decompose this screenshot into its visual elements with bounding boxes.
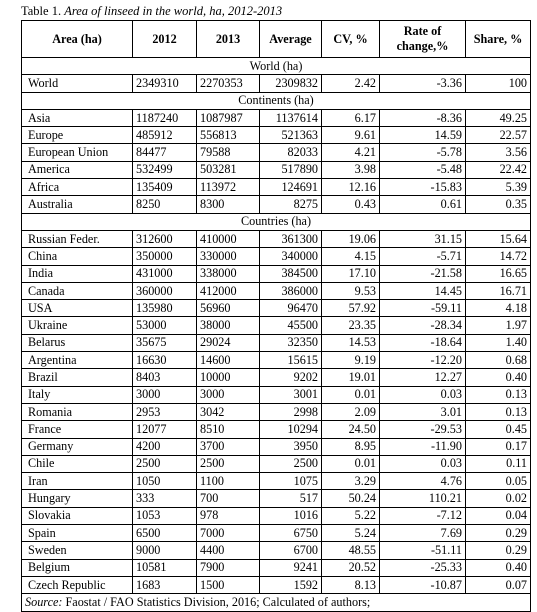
cell-area-name: Chile	[22, 455, 133, 472]
cell-average: 340000	[260, 248, 322, 265]
cell-rate-of-change: 7.69	[380, 525, 466, 542]
cell-value-2013: 14600	[197, 352, 260, 369]
cell-average: 9202	[260, 369, 322, 386]
cell-value-2012: 333	[133, 490, 197, 507]
cell-cv: 19.06	[322, 230, 380, 247]
cell-area-name: America	[22, 161, 133, 178]
cell-cv: 8.13	[322, 576, 380, 593]
cell-rate-of-change: -15.83	[380, 179, 466, 196]
cell-cv: 14.53	[322, 334, 380, 351]
cell-area-name: Africa	[22, 179, 133, 196]
cell-value-2012: 532499	[133, 161, 197, 178]
header-average: Average	[260, 21, 322, 58]
cell-share: 0.13	[466, 386, 531, 403]
cell-share: 1.40	[466, 334, 531, 351]
cell-rate-of-change: 0.03	[380, 455, 466, 472]
cell-area-name: Asia	[22, 109, 133, 126]
cell-value-2013: 8510	[197, 421, 260, 438]
cell-share: 0.04	[466, 507, 531, 524]
cell-cv: 0.01	[322, 455, 380, 472]
cell-share: 22.42	[466, 161, 531, 178]
source-row	[22, 594, 531, 611]
cell-share: 100	[466, 75, 531, 92]
cell-area-name: Germany	[22, 438, 133, 455]
table-row	[22, 334, 531, 351]
linseed-area-table	[21, 20, 531, 612]
cell-share: 4.18	[466, 300, 531, 317]
cell-area-name: France	[22, 421, 133, 438]
cell-share: 0.45	[466, 421, 531, 438]
cell-cv: 20.52	[322, 559, 380, 576]
cell-value-2012: 135980	[133, 300, 197, 317]
cell-value-2013: 38000	[197, 317, 260, 334]
cell-average: 82033	[260, 144, 322, 161]
table-row	[22, 248, 531, 265]
cell-share: 0.05	[466, 473, 531, 490]
cell-average: 32350	[260, 334, 322, 351]
table-row	[22, 369, 531, 386]
cell-average: 2500	[260, 455, 322, 472]
cell-share: 16.71	[466, 282, 531, 299]
cell-value-2013: 330000	[197, 248, 260, 265]
cell-value-2012: 360000	[133, 282, 197, 299]
cell-average: 1075	[260, 473, 322, 490]
cell-rate-of-change: 110.21	[380, 490, 466, 507]
cell-rate-of-change: 3.01	[380, 403, 466, 420]
cell-area-name: Argentina	[22, 352, 133, 369]
cell-cv: 8.95	[322, 438, 380, 455]
cell-average: 15615	[260, 352, 322, 369]
section-header-row	[22, 58, 531, 75]
cell-area-name: European Union	[22, 144, 133, 161]
cell-cv: 57.92	[322, 300, 380, 317]
table-row	[22, 265, 531, 282]
cell-value-2013: 56960	[197, 300, 260, 317]
section-header-row	[22, 92, 531, 109]
source-note	[22, 594, 531, 611]
cell-cv: 48.55	[322, 542, 380, 559]
cell-area-name: World	[22, 75, 133, 92]
cell-cv: 5.24	[322, 525, 380, 542]
cell-share: 0.29	[466, 525, 531, 542]
cell-rate-of-change: 0.03	[380, 386, 466, 403]
cell-share: 3.56	[466, 144, 531, 161]
cell-area-name: Belgium	[22, 559, 133, 576]
cell-rate-of-change: -5.71	[380, 248, 466, 265]
table-row	[22, 403, 531, 420]
table-row	[22, 542, 531, 559]
cell-cv: 5.22	[322, 507, 380, 524]
cell-cv: 12.16	[322, 179, 380, 196]
cell-value-2012: 8250	[133, 196, 197, 213]
table-row	[22, 282, 531, 299]
cell-value-2012: 350000	[133, 248, 197, 265]
section-title: World (ha)	[22, 58, 531, 75]
cell-average: 384500	[260, 265, 322, 282]
cell-average: 1592	[260, 576, 322, 593]
section-title: Continents (ha)	[22, 92, 531, 109]
table-row	[22, 421, 531, 438]
table-container	[21, 3, 530, 612]
table-caption	[21, 3, 530, 20]
cell-cv: 9.61	[322, 127, 380, 144]
table-row	[22, 352, 531, 369]
cell-average: 361300	[260, 230, 322, 247]
cell-value-2013: 1500	[197, 576, 260, 593]
cell-rate-of-change: -28.34	[380, 317, 466, 334]
cell-value-2013: 338000	[197, 265, 260, 282]
cell-value-2013: 8300	[197, 196, 260, 213]
table-row	[22, 196, 531, 213]
cell-share: 0.40	[466, 559, 531, 576]
header-rate-of-change: Rate of change,%	[380, 21, 466, 58]
cell-value-2013: 3042	[197, 403, 260, 420]
table-row	[22, 473, 531, 490]
cell-share: 22.57	[466, 127, 531, 144]
cell-cv: 9.53	[322, 282, 380, 299]
cell-area-name: Romania	[22, 403, 133, 420]
cell-rate-of-change: -5.78	[380, 144, 466, 161]
section-header-row	[22, 213, 531, 230]
cell-cv: 0.43	[322, 196, 380, 213]
header-cv: CV, %	[322, 21, 380, 58]
cell-value-2013: 3000	[197, 386, 260, 403]
cell-average: 2998	[260, 403, 322, 420]
cell-cv: 17.10	[322, 265, 380, 282]
cell-share: 0.11	[466, 455, 531, 472]
header-area: Area (ha)	[22, 21, 133, 58]
cell-value-2012: 485912	[133, 127, 197, 144]
cell-area-name: Europe	[22, 127, 133, 144]
cell-value-2012: 84477	[133, 144, 197, 161]
cell-average: 6750	[260, 525, 322, 542]
table-row	[22, 161, 531, 178]
cell-value-2012: 431000	[133, 265, 197, 282]
section-title: Countries (ha)	[22, 213, 531, 230]
cell-share: 49.25	[466, 109, 531, 126]
cell-value-2013: 4400	[197, 542, 260, 559]
cell-average: 96470	[260, 300, 322, 317]
cell-share: 0.02	[466, 490, 531, 507]
header-2012: 2012	[133, 21, 197, 58]
source-text: Faostat / FAO Statistics Division, 2016; Calculated of authors;	[65, 594, 371, 609]
cell-area-name: Sweden	[22, 542, 133, 559]
cell-rate-of-change: -8.36	[380, 109, 466, 126]
cell-rate-of-change: 4.76	[380, 473, 466, 490]
cell-average: 8275	[260, 196, 322, 213]
cell-value-2012: 9000	[133, 542, 197, 559]
cell-average: 3001	[260, 386, 322, 403]
cell-average: 517	[260, 490, 322, 507]
cell-value-2012: 4200	[133, 438, 197, 455]
table-row	[22, 230, 531, 247]
cell-value-2013: 7000	[197, 525, 260, 542]
cell-value-2013: 79588	[197, 144, 260, 161]
cell-value-2013: 978	[197, 507, 260, 524]
cell-area-name: Spain	[22, 525, 133, 542]
cell-value-2013: 700	[197, 490, 260, 507]
cell-value-2012: 135409	[133, 179, 197, 196]
cell-value-2012: 1053	[133, 507, 197, 524]
cell-rate-of-change: 14.59	[380, 127, 466, 144]
table-row	[22, 455, 531, 472]
cell-value-2012: 35675	[133, 334, 197, 351]
cell-average: 10294	[260, 421, 322, 438]
cell-value-2013: 2270353	[197, 75, 260, 92]
cell-average: 1137614	[260, 109, 322, 126]
cell-cv: 4.21	[322, 144, 380, 161]
cell-share: 0.40	[466, 369, 531, 386]
cell-value-2012: 6500	[133, 525, 197, 542]
table-row	[22, 300, 531, 317]
cell-rate-of-change: -51.11	[380, 542, 466, 559]
cell-cv: 24.50	[322, 421, 380, 438]
cell-value-2013: 1087987	[197, 109, 260, 126]
cell-cv: 3.29	[322, 473, 380, 490]
cell-value-2013: 2500	[197, 455, 260, 472]
table-row	[22, 438, 531, 455]
cell-cv: 19.01	[322, 369, 380, 386]
table-row	[22, 127, 531, 144]
cell-cv: 3.98	[322, 161, 380, 178]
cell-average: 1016	[260, 507, 322, 524]
table-row	[22, 507, 531, 524]
cell-value-2013: 503281	[197, 161, 260, 178]
table-row	[22, 386, 531, 403]
cell-value-2012: 53000	[133, 317, 197, 334]
cell-area-name: Canada	[22, 282, 133, 299]
cell-share: 14.72	[466, 248, 531, 265]
cell-share: 0.29	[466, 542, 531, 559]
cell-rate-of-change: -3.36	[380, 75, 466, 92]
cell-cv: 9.19	[322, 352, 380, 369]
cell-rate-of-change: -59.11	[380, 300, 466, 317]
cell-value-2013: 1100	[197, 473, 260, 490]
table-row	[22, 525, 531, 542]
cell-average: 124691	[260, 179, 322, 196]
cell-average: 386000	[260, 282, 322, 299]
cell-value-2013: 10000	[197, 369, 260, 386]
cell-value-2013: 3700	[197, 438, 260, 455]
cell-value-2012: 2500	[133, 455, 197, 472]
cell-share: 0.07	[466, 576, 531, 593]
cell-area-name: Russian Feder.	[22, 230, 133, 247]
cell-value-2013: 29024	[197, 334, 260, 351]
cell-average: 3950	[260, 438, 322, 455]
cell-share: 1.97	[466, 317, 531, 334]
cell-average: 45500	[260, 317, 322, 334]
cell-area-name: Ukraine	[22, 317, 133, 334]
cell-value-2012: 3000	[133, 386, 197, 403]
header-share: Share, %	[466, 21, 531, 58]
cell-cv: 50.24	[322, 490, 380, 507]
caption-title: Area of linseed in the world, ha, 2012-2013	[64, 4, 283, 18]
cell-value-2012: 10581	[133, 559, 197, 576]
cell-share: 5.39	[466, 179, 531, 196]
cell-value-2012: 312600	[133, 230, 197, 247]
cell-rate-of-change: -7.12	[380, 507, 466, 524]
table-body	[22, 58, 531, 594]
cell-area-name: Italy	[22, 386, 133, 403]
header-2013: 2013	[197, 21, 260, 58]
cell-share: 0.13	[466, 403, 531, 420]
cell-share: 0.35	[466, 196, 531, 213]
cell-rate-of-change: -18.64	[380, 334, 466, 351]
cell-value-2012: 1050	[133, 473, 197, 490]
table-row	[22, 559, 531, 576]
cell-rate-of-change: -5.48	[380, 161, 466, 178]
cell-share: 15.64	[466, 230, 531, 247]
cell-rate-of-change: -21.58	[380, 265, 466, 282]
cell-area-name: Slovakia	[22, 507, 133, 524]
cell-average: 9241	[260, 559, 322, 576]
cell-rate-of-change: 31.15	[380, 230, 466, 247]
caption-prefix: Table 1.	[21, 4, 62, 18]
cell-value-2013: 556813	[197, 127, 260, 144]
cell-value-2013: 113972	[197, 179, 260, 196]
cell-cv: 23.35	[322, 317, 380, 334]
cell-area-name: USA	[22, 300, 133, 317]
cell-area-name: Iran	[22, 473, 133, 490]
table-row	[22, 490, 531, 507]
cell-value-2012: 12077	[133, 421, 197, 438]
cell-value-2012: 1187240	[133, 109, 197, 126]
cell-rate-of-change: 0.61	[380, 196, 466, 213]
cell-cv: 6.17	[322, 109, 380, 126]
cell-value-2013: 412000	[197, 282, 260, 299]
cell-cv: 2.09	[322, 403, 380, 420]
cell-rate-of-change: -12.20	[380, 352, 466, 369]
cell-rate-of-change: -29.53	[380, 421, 466, 438]
cell-cv: 0.01	[322, 386, 380, 403]
cell-rate-of-change: 12.27	[380, 369, 466, 386]
cell-value-2012: 1683	[133, 576, 197, 593]
cell-area-name: Brazil	[22, 369, 133, 386]
source-label: Source:	[25, 594, 63, 609]
cell-area-name: Belarus	[22, 334, 133, 351]
cell-average: 521363	[260, 127, 322, 144]
cell-rate-of-change: -25.33	[380, 559, 466, 576]
cell-value-2012: 16630	[133, 352, 197, 369]
cell-cv: 2.42	[322, 75, 380, 92]
table-row	[22, 144, 531, 161]
cell-area-name: Australia	[22, 196, 133, 213]
cell-value-2012: 8403	[133, 369, 197, 386]
table-row	[22, 75, 531, 92]
header-row	[22, 21, 531, 58]
cell-share: 0.17	[466, 438, 531, 455]
cell-average: 517890	[260, 161, 322, 178]
cell-value-2012: 2349310	[133, 75, 197, 92]
table-row	[22, 179, 531, 196]
cell-rate-of-change: -10.87	[380, 576, 466, 593]
cell-area-name: China	[22, 248, 133, 265]
cell-cv: 4.15	[322, 248, 380, 265]
cell-share: 0.68	[466, 352, 531, 369]
cell-rate-of-change: 14.45	[380, 282, 466, 299]
cell-share: 16.65	[466, 265, 531, 282]
cell-value-2012: 2953	[133, 403, 197, 420]
table-row	[22, 109, 531, 126]
cell-value-2013: 410000	[197, 230, 260, 247]
table-row	[22, 317, 531, 334]
cell-value-2013: 7900	[197, 559, 260, 576]
cell-area-name: India	[22, 265, 133, 282]
cell-average: 6700	[260, 542, 322, 559]
cell-rate-of-change: -11.90	[380, 438, 466, 455]
cell-average: 2309832	[260, 75, 322, 92]
cell-area-name: Czech Republic	[22, 576, 133, 593]
table-row	[22, 576, 531, 593]
cell-area-name: Hungary	[22, 490, 133, 507]
